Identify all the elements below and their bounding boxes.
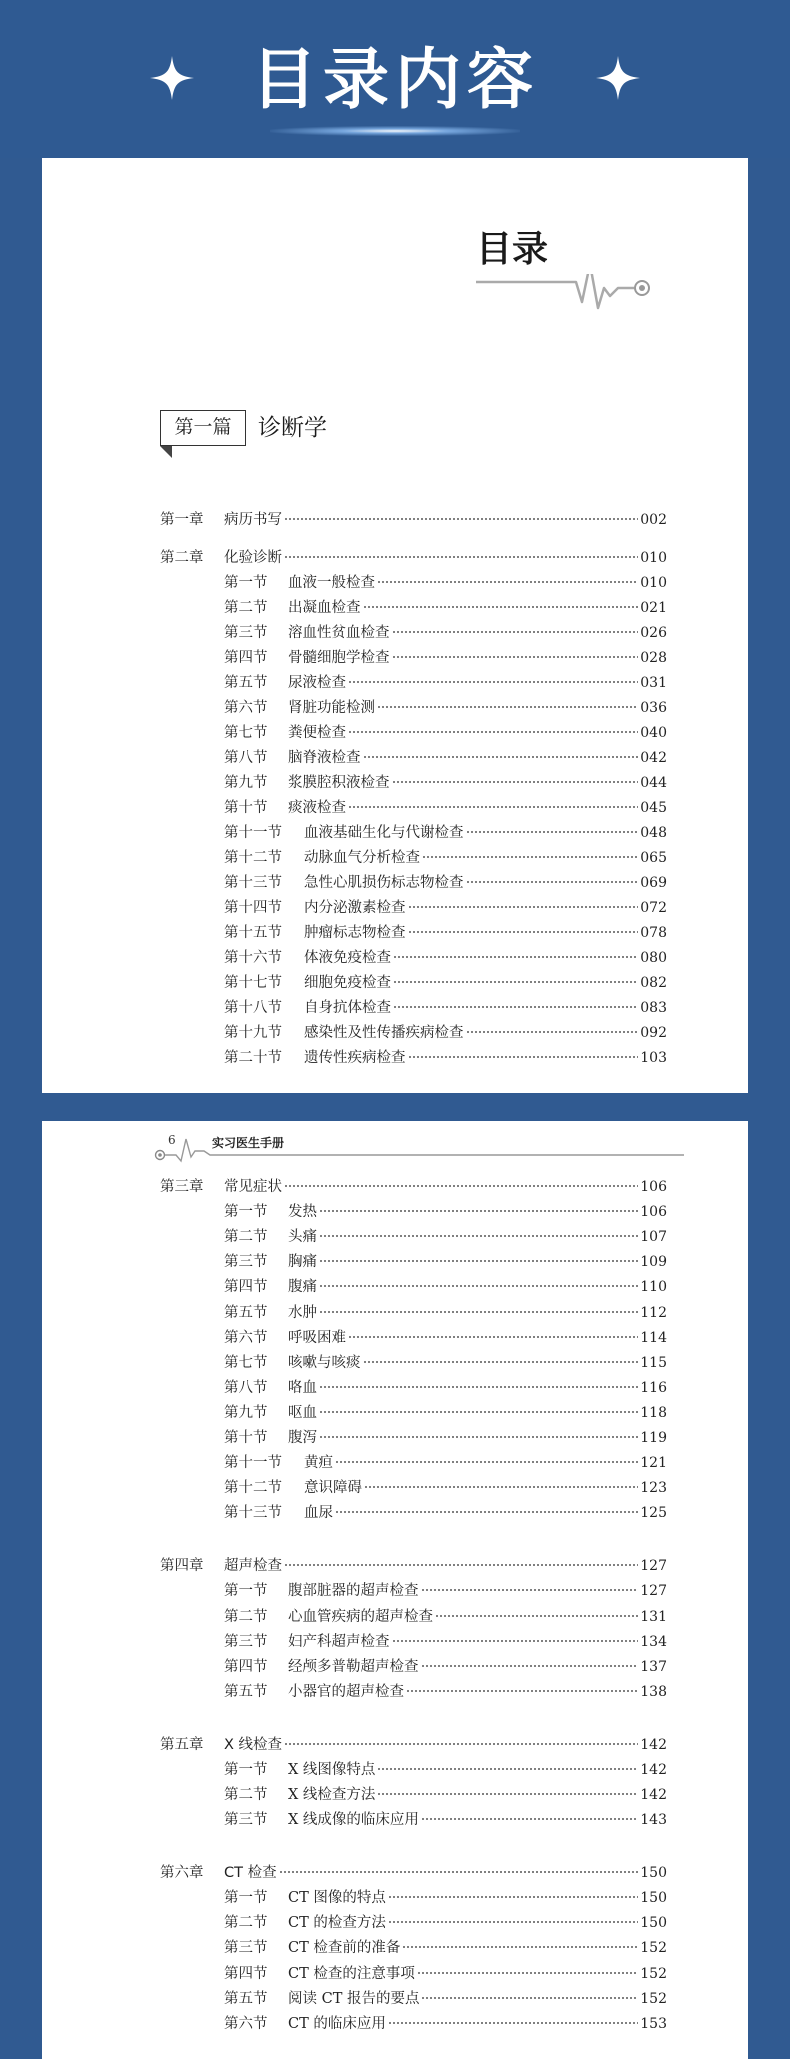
chapter-title: 化验诊断	[224, 550, 282, 566]
section-title: 呼吸困难	[288, 1329, 346, 1346]
dot-leader	[284, 1171, 638, 1191]
section-title: 黄疸	[304, 1455, 333, 1472]
page-number: 072	[640, 900, 667, 916]
page-number: 152	[640, 1965, 667, 1982]
dot-leader	[421, 1983, 638, 2003]
part-label: 第一篇	[160, 410, 246, 446]
toc-section-row	[224, 567, 667, 591]
section-title: 感染性及性传播疾病检查	[304, 1025, 464, 1041]
toc-section-row	[224, 1372, 667, 1396]
dot-leader	[279, 1857, 639, 1877]
section-number: 第十一节	[224, 825, 282, 841]
toc-section-row	[224, 1472, 667, 1497]
section-number: 第一节	[224, 1583, 268, 1600]
section-title: 自身抗体检查	[304, 1000, 391, 1016]
page-number: 150	[640, 1915, 667, 1932]
page-number: 152	[640, 1990, 667, 2007]
section-number: 第三节	[224, 1254, 268, 1271]
toc-section-row	[224, 892, 667, 916]
page-number: 123	[640, 1480, 667, 1497]
dot-leader	[319, 1397, 638, 1417]
chapter-title: 常见症状	[224, 1179, 282, 1195]
section-title: CT 的检查方法	[288, 1915, 386, 1932]
dot-leader	[408, 917, 639, 937]
page-number: 153	[640, 2015, 667, 2032]
toc-section-row	[224, 1497, 667, 1522]
page-number: 142	[640, 1761, 667, 1778]
chapter-title: 病历书写	[224, 512, 282, 528]
toc-heading: 目录	[476, 229, 549, 270]
part-corner-mark	[160, 446, 172, 458]
page-number: 116	[640, 1379, 667, 1396]
section-title: 呕血	[288, 1404, 317, 1421]
chapter-number: 第六章	[160, 1865, 204, 1882]
section-number: 第七节	[224, 725, 268, 741]
section-title: 急性心肌损伤标志物检查	[304, 875, 464, 891]
section-number: 第五节	[224, 1683, 268, 1700]
toc-section-row	[224, 742, 667, 766]
toc-section-row	[224, 667, 667, 691]
section-title: 胸痛	[288, 1254, 317, 1271]
section-title: 痰液检查	[288, 800, 346, 816]
toc-section-row	[224, 1397, 667, 1421]
page-number: 010	[640, 575, 667, 591]
section-number: 第二节	[224, 600, 268, 616]
chapter-number: 第一章	[160, 512, 204, 528]
section-number: 第十节	[224, 800, 268, 816]
header-book-title: 实习医生手册	[212, 1136, 285, 1150]
dot-leader	[377, 692, 638, 712]
page-number: 107	[640, 1229, 667, 1246]
toc-section-row	[224, 692, 667, 716]
section-title: 血尿	[304, 1505, 333, 1522]
section-number: 第三节	[224, 1633, 268, 1650]
dot-leader	[408, 1042, 639, 1062]
section-number: 第五节	[224, 1304, 268, 1321]
dot-leader	[406, 1676, 638, 1696]
section-number: 第二节	[224, 1787, 268, 1803]
page-number: 080	[640, 950, 667, 966]
section-title: 浆膜腔积液检查	[288, 775, 390, 791]
dot-leader	[335, 1497, 638, 1517]
page-number: 125	[640, 1505, 667, 1522]
section-title: CT 检查的注意事项	[288, 1965, 415, 1982]
banner-title: 目录内容	[251, 41, 539, 118]
section-title: 阅读 CT 报告的要点	[288, 1990, 420, 2007]
toc-chapter-row	[160, 504, 667, 528]
section-title: 骨髓细胞学检查	[288, 650, 390, 666]
section-title: 腹部脏器的超声检查	[288, 1583, 419, 1600]
toc-chapter-row	[160, 542, 667, 566]
chapter-number: 第三章	[160, 1179, 204, 1195]
dot-leader	[319, 1196, 638, 1216]
section-title: X 线成像的临床应用	[288, 1812, 419, 1829]
page-number: 106	[640, 1204, 667, 1221]
page-number: 040	[640, 725, 667, 741]
section-number: 第十五节	[224, 925, 282, 941]
section-number: 第十一节	[224, 1455, 282, 1472]
page-number: 118	[640, 1404, 667, 1421]
toc-section-row	[224, 1221, 667, 1246]
section-title: CT 图像的特点	[288, 1890, 386, 1907]
section-title: 腹痛	[288, 1279, 317, 1296]
page-number: 127	[640, 1583, 667, 1600]
section-title: 粪便检查	[288, 725, 346, 741]
section-number: 第十八节	[224, 1000, 282, 1016]
dot-leader	[377, 1779, 638, 1799]
page-number: 115	[640, 1354, 667, 1371]
section-title: 遗传性疾病检查	[304, 1050, 406, 1066]
page-number: 083	[640, 1000, 667, 1016]
toc-section-row	[224, 1246, 667, 1271]
section-number: 第四节	[224, 650, 268, 666]
section-number: 第九节	[224, 1404, 268, 1421]
page-number: 026	[640, 625, 667, 641]
section-number: 第十节	[224, 1430, 268, 1446]
section-title: 内分泌激素检查	[304, 900, 406, 916]
page-number: 121	[640, 1455, 667, 1472]
dot-leader	[392, 1626, 639, 1646]
page-number: 045	[640, 800, 667, 816]
toc-section-row	[224, 1754, 667, 1778]
page-number: 150	[640, 1890, 667, 1907]
dot-leader	[319, 1271, 638, 1291]
page-number: 002	[640, 512, 667, 528]
toc-section-row	[224, 1958, 667, 1982]
section-title: 腹泻	[288, 1430, 317, 1446]
dot-leader	[348, 792, 638, 812]
page-number: 042	[640, 750, 667, 766]
toc-section-row	[224, 1907, 667, 1932]
dot-leader	[388, 1882, 638, 1902]
toc-section-row	[224, 1196, 667, 1221]
section-number: 第二节	[224, 1229, 268, 1246]
section-title: CT 检查前的准备	[288, 1940, 401, 1957]
page-number: 114	[640, 1329, 667, 1346]
section-title: CT 的临床应用	[288, 2015, 386, 2032]
section-title: 肿瘤标志物检查	[304, 925, 406, 941]
toc-section-row	[224, 942, 667, 966]
section-number: 第二十节	[224, 1050, 282, 1066]
page-number: 137	[640, 1658, 667, 1675]
page-number: 112	[640, 1304, 667, 1321]
page-number: 103	[640, 1050, 667, 1066]
toc-section-row	[224, 2008, 667, 2032]
section-title: 脑脊液检查	[288, 750, 361, 766]
section-title: 水肿	[288, 1304, 317, 1321]
dot-leader	[284, 1729, 638, 1749]
section-title: 咯血	[288, 1379, 317, 1396]
dot-leader	[363, 592, 639, 612]
toc-section-row	[224, 1676, 667, 1700]
section-title: X 线图像特点	[288, 1761, 376, 1778]
dot-leader	[402, 1932, 638, 1952]
section-title: 发热	[288, 1204, 317, 1221]
toc-section-row	[224, 917, 667, 941]
section-title: 小器官的超声检查	[288, 1683, 404, 1700]
toc-section-row	[224, 1651, 667, 1675]
toc-section-row	[224, 1882, 667, 1907]
dot-leader	[392, 642, 639, 662]
section-title: 经颅多普勒超声检查	[288, 1658, 419, 1675]
toc-section-row	[224, 992, 667, 1016]
section-title: 出凝血检查	[288, 600, 361, 616]
toc-section-row	[224, 1347, 667, 1371]
section-number: 第二节	[224, 1608, 268, 1625]
banner-glow	[270, 126, 520, 136]
section-number: 第十三节	[224, 875, 282, 891]
section-title: 肾脏功能检测	[288, 700, 375, 716]
page-number: 142	[640, 1736, 667, 1753]
section-title: 细胞免疫检查	[304, 975, 391, 991]
section-number: 第六节	[224, 2015, 268, 2032]
page-number: 152	[640, 1940, 667, 1957]
section-number: 第七节	[224, 1354, 268, 1371]
toc-section-row	[224, 1422, 667, 1446]
section-title: 咳嗽与咳痰	[288, 1354, 361, 1371]
section-number: 第五节	[224, 1990, 268, 2007]
dot-leader	[466, 867, 639, 887]
toc-section-row	[224, 792, 667, 816]
header-page-number: 6	[168, 1133, 176, 1147]
page-number: 109	[640, 1254, 667, 1271]
section-number: 第一节	[224, 1890, 268, 1907]
section-number: 第四节	[224, 1279, 268, 1296]
dot-leader	[393, 942, 638, 962]
page-number: 010	[640, 550, 667, 566]
toc-section-row	[224, 867, 667, 891]
toc-section-row	[224, 1017, 667, 1041]
section-number: 第六节	[224, 1329, 268, 1346]
section-title: 血液基础生化与代谢检查	[304, 825, 464, 841]
section-number: 第十二节	[224, 850, 282, 866]
page-number: 134	[640, 1633, 667, 1650]
dot-leader	[421, 1651, 639, 1671]
section-title: 意识障碍	[304, 1480, 362, 1497]
toc-section-row	[224, 1271, 667, 1296]
dot-leader	[466, 1017, 639, 1037]
sparkle-icon	[596, 56, 640, 100]
section-number: 第三节	[224, 1812, 268, 1829]
section-number: 第八节	[224, 1379, 268, 1396]
dot-leader	[408, 892, 639, 912]
page-number: 138	[640, 1683, 667, 1700]
toc-section-row	[224, 1575, 667, 1600]
dot-leader	[422, 842, 638, 862]
dot-leader	[388, 2008, 638, 2028]
page-number: 044	[640, 775, 667, 791]
dot-leader	[348, 1322, 638, 1342]
section-number: 第十七节	[224, 975, 282, 991]
section-title: 溶血性贫血检查	[288, 625, 390, 641]
chapter-title: CT 检查	[224, 1865, 277, 1882]
dot-leader	[335, 1447, 638, 1467]
dot-leader	[363, 1347, 639, 1367]
toc-section-row	[224, 1297, 667, 1321]
dot-leader	[363, 742, 639, 762]
section-number: 第八节	[224, 750, 268, 766]
chapter-number: 第二章	[160, 550, 204, 566]
page-number: 092	[640, 1025, 667, 1041]
toc-chapter-row	[160, 1171, 667, 1195]
section-number: 第一节	[224, 1761, 268, 1778]
page-number: 143	[640, 1812, 667, 1829]
page-number: 031	[640, 675, 667, 691]
dot-leader	[388, 1907, 638, 1927]
dot-leader	[466, 817, 639, 837]
chapter-title: 超声检查	[224, 1558, 282, 1575]
page-number: 150	[640, 1865, 667, 1882]
toc-section-row	[224, 1932, 667, 1957]
section-number: 第三节	[224, 1940, 268, 1957]
toc-chapter-row	[160, 1729, 667, 1753]
dot-leader	[319, 1221, 638, 1241]
page-number: 131	[640, 1608, 667, 1625]
chapter-title: X 线检查	[224, 1736, 283, 1753]
page-number: 069	[640, 875, 667, 891]
toc-section-row	[224, 1601, 667, 1625]
section-title: 头痛	[288, 1229, 317, 1246]
toc-section-row	[224, 1804, 667, 1829]
section-title: 心血管疾病的超声检查	[288, 1608, 433, 1625]
toc-section-row	[224, 1626, 667, 1650]
section-title: X 线检查方法	[288, 1787, 376, 1803]
toc-section-row	[224, 1447, 667, 1472]
toc-section-row	[224, 1042, 667, 1066]
dot-leader	[393, 992, 638, 1012]
page-number: 028	[640, 650, 667, 666]
toc-section-row	[224, 1322, 667, 1346]
page-number: 048	[640, 825, 667, 841]
page-number: 036	[640, 700, 667, 716]
dot-leader	[377, 1754, 638, 1774]
dot-leader	[364, 1472, 638, 1492]
page-number: 142	[640, 1787, 667, 1803]
section-number: 第五节	[224, 675, 268, 691]
section-number: 第十二节	[224, 1480, 282, 1497]
dot-leader	[392, 767, 639, 787]
section-number: 第一节	[224, 1204, 268, 1221]
dot-leader	[284, 504, 638, 524]
chapter-number: 第五章	[160, 1736, 204, 1753]
dot-leader	[284, 542, 638, 562]
dot-leader	[319, 1246, 638, 1266]
section-number: 第二节	[224, 1915, 268, 1932]
page-number: 119	[640, 1430, 667, 1446]
toc-section-row	[224, 717, 667, 741]
section-number: 第十九节	[224, 1025, 282, 1041]
dot-leader	[319, 1297, 638, 1317]
section-number: 第三节	[224, 625, 268, 641]
toc-section-row	[224, 767, 667, 791]
toc-section-row	[224, 617, 667, 641]
section-title: 尿液检查	[288, 675, 346, 691]
dot-leader	[377, 567, 638, 587]
page-number: 078	[640, 925, 667, 941]
section-number: 第十六节	[224, 950, 282, 966]
dot-leader	[319, 1422, 638, 1442]
toc-section-row	[224, 817, 667, 841]
dot-leader	[319, 1372, 638, 1392]
section-number: 第一节	[224, 575, 268, 591]
toc-chapter-row	[160, 1550, 667, 1575]
section-number: 第十四节	[224, 900, 282, 916]
section-number: 第四节	[224, 1965, 268, 1982]
dot-leader	[435, 1601, 638, 1621]
section-title: 动脉血气分析检查	[304, 850, 420, 866]
dot-leader	[348, 667, 638, 687]
toc-chapter-row	[160, 1857, 667, 1882]
toc-page-1	[42, 158, 748, 1093]
section-number: 第十三节	[224, 1505, 282, 1522]
section-number: 第六节	[224, 700, 268, 716]
dot-leader	[421, 1575, 639, 1595]
toc-section-row	[224, 1779, 667, 1803]
dot-leader	[348, 717, 638, 737]
dot-leader	[284, 1550, 638, 1570]
section-title: 血液一般检查	[288, 575, 375, 591]
heartbeat-line-icon	[476, 274, 682, 330]
dot-leader	[393, 967, 638, 987]
toc-section-row	[224, 967, 667, 991]
toc-section-row	[224, 842, 667, 866]
toc-section-row	[224, 642, 667, 666]
dot-leader	[417, 1958, 638, 1978]
page-number: 127	[640, 1558, 667, 1575]
section-number: 第四节	[224, 1658, 268, 1675]
section-title: 妇产科超声检查	[288, 1633, 390, 1650]
section-title: 体液免疫检查	[304, 950, 391, 966]
chapter-number: 第四章	[160, 1558, 204, 1575]
banner	[0, 0, 790, 158]
dot-leader	[392, 617, 639, 637]
page-number: 106	[640, 1179, 667, 1195]
toc-section-row	[224, 592, 667, 616]
dot-leader	[421, 1804, 638, 1824]
part-title: 诊断学	[258, 415, 327, 441]
page-number: 021	[640, 600, 667, 616]
page-number: 065	[640, 850, 667, 866]
page-number: 082	[640, 975, 667, 991]
toc-section-row	[224, 1983, 667, 2007]
page-number: 110	[640, 1279, 667, 1296]
toc-page-2	[42, 1121, 748, 2059]
section-number: 第九节	[224, 775, 268, 791]
